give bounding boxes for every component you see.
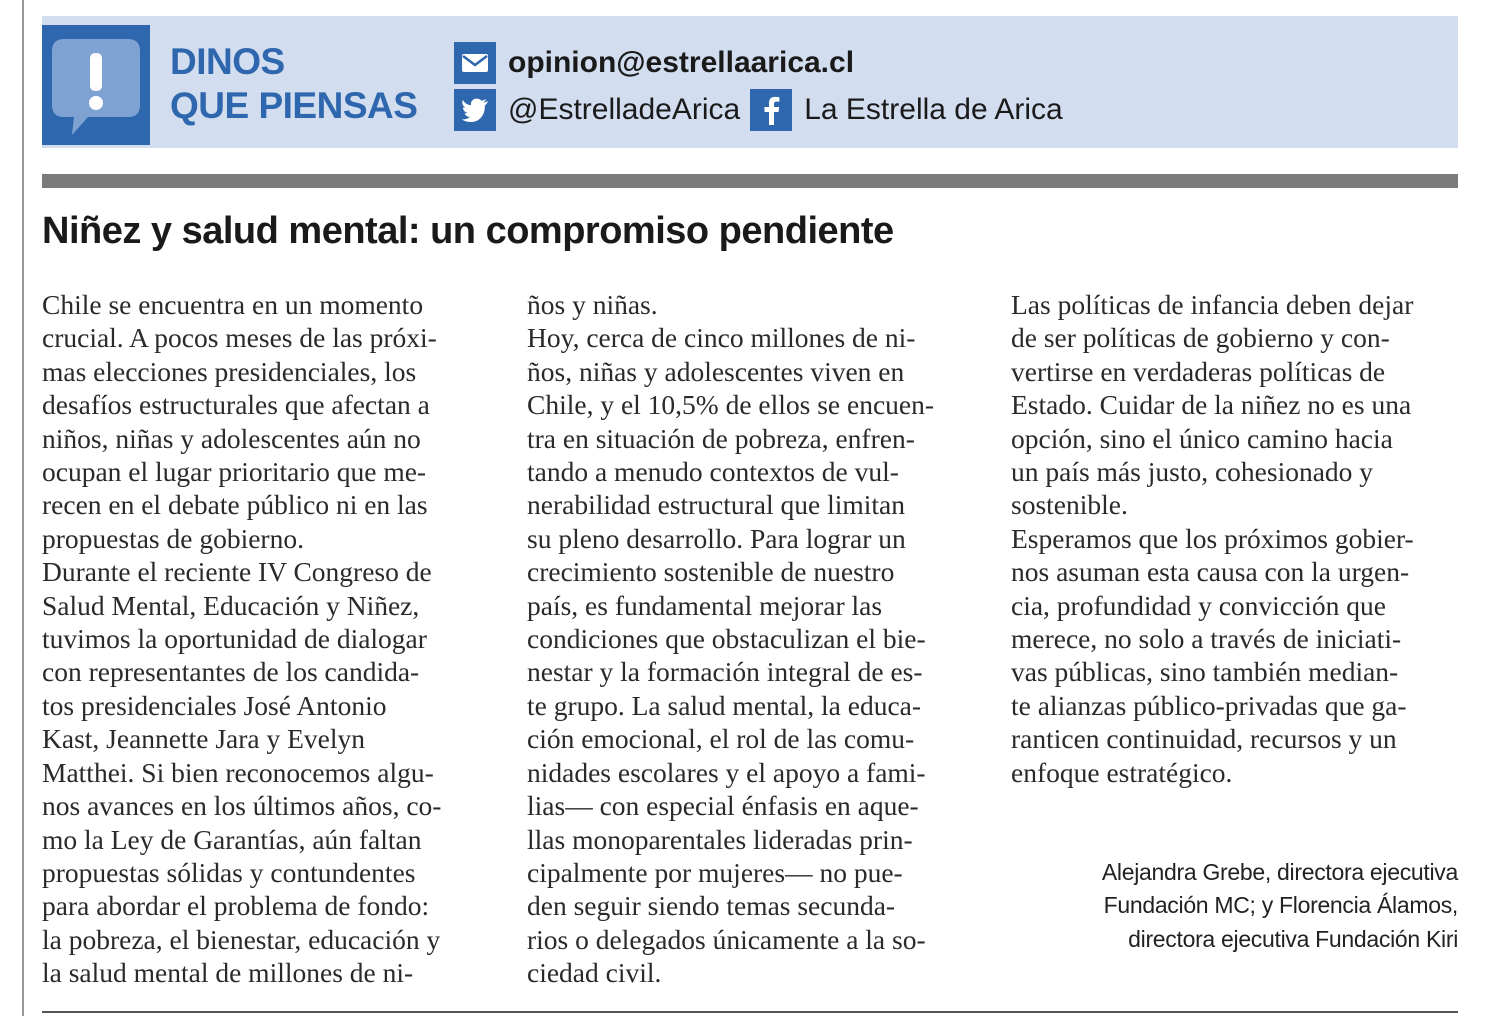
article-text-line: de ser políticas de gobierno y con- [1011,322,1390,354]
article-text-line: rios o delegados únicamente a la so- [527,923,926,955]
article-text-line: tra en situación de pobreza, enfren- [527,422,915,454]
article-text-line: Las políticas de infancia deben dejar [1011,289,1414,320]
article-text-line: Estado. Cuidar de la niñez no es una [1011,389,1412,421]
article-text-line: Matthei. Si bien reconocemos algu- [42,756,434,788]
article-text-line: para abordar el problema de fondo: [42,890,430,922]
article-text-line: tuvimos la oportunidad de dialogar [42,623,427,655]
brand-line-1: DINOS [170,41,285,82]
article-text-line: condiciones que obstaculizan el bie- [527,623,926,655]
article-text-line: Chile, y el 10,5% de ellos se encuen- [527,389,935,421]
article-text-line: te grupo. La salud mental, la educa- [527,689,922,721]
social-contacts [454,89,1063,131]
article-text-line: vas públicas, sino también median- [1011,656,1399,688]
article-text-line: mo la Ley de Garantías, aún faltan [42,823,422,855]
signature-line: Alejandra Grebe, directora ejecutiva [1101,859,1458,885]
brand-line-2: QUE PIENSAS [170,85,418,126]
article-text-line: mas elecciones presidenciales, los [42,355,417,387]
article-text-line: ción emocional, el rol de las comu- [527,723,915,755]
article-text-line: recen en el debate público ni en las [42,489,428,521]
article-text-line: nerabilidad estructural que limitan [527,489,905,521]
article-text-line: Hoy, cerca de cinco millones de ni- [527,322,916,354]
article-text-line: te alianzas público-privadas que ga- [1011,689,1407,721]
article-text-line: con representantes de los candida- [42,656,420,688]
article-text-line: propuestas sólidas y contundentes [42,856,416,888]
section-divider [42,174,1458,188]
article-column-1 [42,288,490,990]
article-text-line: la salud mental de millones de ni- [42,957,414,989]
signature-line: directora ejecutiva Fundación Kiri [1128,925,1458,952]
article-text-line: nos avances en los últimos años, co- [42,790,442,822]
signature-line: Fundación MC; y Florencia Álamos, [1103,892,1458,919]
article-text-line: enfoque estratégico. [1011,756,1233,788]
email-link[interactable]: opinion@estrellaarica.cl [508,46,855,79]
section-banner [42,16,1458,148]
article-text-line: sostenible. [1011,489,1128,521]
article-text-line: cipalmente por mujeres— no pue- [527,856,903,888]
article-text-line: tando a menudo contextos de vul- [527,456,899,488]
article-text-line: Esperamos que los próximos gobier- [1011,522,1414,554]
article-text-line: propuestas de gobierno. [42,522,304,554]
article-column-3 [1011,288,1459,789]
article-text-line: Salud Mental, Educación y Niñez, [42,589,420,621]
article-text-line: su pleno desarrollo. Para lograr un [527,522,906,554]
speech-bubble-exclamation-icon [42,25,150,145]
bottom-divider [42,1011,1458,1013]
article-text-line: ranticen continuidad, recursos y un [1011,723,1397,755]
article-signature [1102,856,1458,956]
article-text-line: Kast, Jeannette Jara y Evelyn [42,723,366,755]
article-text-line: lias— con especial énfasis en aque- [527,790,919,822]
article-text-line: nestar y la formación integral de es- [527,656,923,688]
facebook-icon [750,89,792,131]
article-text-line: nos asuman esta causa con la urgen- [1011,556,1410,588]
section-brand [170,40,417,128]
article-text-line: vertirse en verdaderas políticas de [1011,355,1386,387]
article-text-line: Chile se encuentra en un momento [42,289,424,320]
article-text-line: ños y niñas. [527,289,658,320]
article-text-line: nidades escolares y el apoyo a fami- [527,756,926,788]
article-text-line: Durante el reciente IV Congreso de [42,556,432,588]
article-text-line: crecimiento sostenible de nuestro [527,556,895,588]
mail-icon [454,42,496,84]
section-logo [42,25,150,145]
email-contact [454,42,854,84]
article-text-line: cia, profundidad y convicción que [1011,589,1386,621]
article-text-line: opción, sino el único camino hacia [1011,422,1393,454]
article-title: Niñez y salud mental: un compromiso pendiente [42,210,894,252]
article-text-line: llas monoparentales lideradas prin- [527,823,913,855]
article-text-line: la pobreza, el bienestar, educación y [42,923,441,955]
article-text-line: ños, niñas y adolescentes viven en [527,355,905,387]
article-text-line: desafíos estructurales que afectan a [42,389,430,421]
article-text-line: merece, no solo a través de iniciati- [1011,623,1402,655]
article-text-line: tos presidenciales José Antonio [42,689,387,721]
article-text-line: den seguir siendo temas secunda- [527,890,896,922]
article-text-line: niños, niñas y adolescentes aún no [42,422,421,454]
twitter-handle[interactable]: @EstrelladeArica [508,93,741,126]
article-text-line: país, es fundamental mejorar las [527,589,883,621]
article-text-line: un país más justo, cohesionado y [1011,456,1374,488]
article-column-2 [527,288,973,990]
twitter-icon [454,89,496,131]
article-text-line: crucial. A pocos meses de las próxi- [42,322,437,354]
article-text-line: ocupan el lugar prioritario que me- [42,456,427,488]
article-text-line: ciedad civil. [527,957,662,989]
page-margin-rule [22,0,24,1016]
facebook-page[interactable]: La Estrella de Arica [804,93,1063,126]
